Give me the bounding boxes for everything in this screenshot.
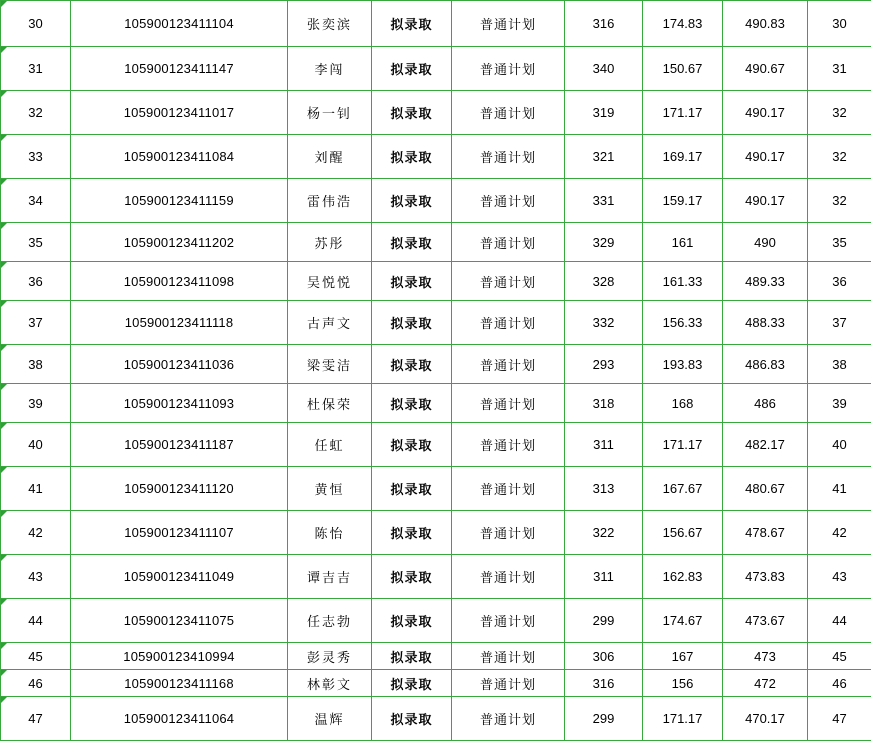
- cell-plan-type[interactable]: 普通计划: [452, 555, 565, 599]
- cell-admission-status[interactable]: 拟录取: [372, 345, 452, 384]
- cell-total-score[interactable]: 473.83: [723, 555, 808, 599]
- cell-initial-score[interactable]: 332: [565, 301, 643, 345]
- cell-comment-marker-icon: [1, 423, 7, 429]
- table-row: [1, 223, 871, 262]
- table-row: [1, 135, 871, 179]
- cell-admission-status[interactable]: 拟录取: [372, 599, 452, 643]
- cell-index[interactable]: 32: [1, 91, 71, 135]
- cell-admission-status[interactable]: 拟录取: [372, 467, 452, 511]
- cell-admission-status[interactable]: 拟录取: [372, 384, 452, 423]
- cell-comment-marker-icon: [1, 555, 7, 561]
- cell-comment-marker-icon: [1, 697, 7, 703]
- cell-rank[interactable]: 40: [808, 423, 871, 467]
- cell-index[interactable]: 36: [1, 262, 71, 301]
- cell-comment-marker-icon: [1, 511, 7, 517]
- cell-index[interactable]: 45: [1, 643, 71, 670]
- cell-plan-type[interactable]: 普通计划: [452, 697, 565, 741]
- cell-retest-score[interactable]: 171.17: [643, 91, 723, 135]
- cell-candidate-name[interactable]: 梁雯洁: [288, 345, 372, 384]
- table-row: [1, 467, 871, 511]
- table-row: [1, 384, 871, 423]
- cell-comment-marker-icon: [1, 262, 7, 268]
- cell-rank[interactable]: 43: [808, 555, 871, 599]
- cell-plan-type[interactable]: 普通计划: [452, 345, 565, 384]
- cell-initial-score[interactable]: 340: [565, 47, 643, 91]
- cell-rank[interactable]: 36: [808, 262, 871, 301]
- cell-candidate-number[interactable]: 105900123411147: [71, 47, 288, 91]
- cell-rank[interactable]: 32: [808, 179, 871, 223]
- cell-total-score[interactable]: 490.17: [723, 135, 808, 179]
- cell-comment-marker-icon: [1, 467, 7, 473]
- cell-initial-score[interactable]: 329: [565, 223, 643, 262]
- cell-retest-score[interactable]: 174.67: [643, 599, 723, 643]
- cell-index[interactable]: 41: [1, 467, 71, 511]
- table-row: [1, 262, 871, 301]
- cell-comment-marker-icon: [1, 301, 7, 307]
- cell-candidate-number[interactable]: 105900123411093: [71, 384, 288, 423]
- table-row: [1, 1, 871, 47]
- cell-comment-marker-icon: [1, 91, 7, 97]
- cell-total-score[interactable]: 489.33: [723, 262, 808, 301]
- cell-comment-marker-icon: [1, 670, 7, 676]
- cell-index[interactable]: 30: [1, 1, 71, 47]
- cell-initial-score[interactable]: 319: [565, 91, 643, 135]
- cell-candidate-number[interactable]: 105900123411202: [71, 223, 288, 262]
- table-row: [1, 511, 871, 555]
- cell-total-score[interactable]: 490.17: [723, 179, 808, 223]
- cell-index[interactable]: 35: [1, 223, 71, 262]
- cell-retest-score[interactable]: 169.17: [643, 135, 723, 179]
- cell-retest-score[interactable]: 161.33: [643, 262, 723, 301]
- cell-candidate-number[interactable]: 105900123411168: [71, 670, 288, 697]
- cell-rank[interactable]: 39: [808, 384, 871, 423]
- cell-rank[interactable]: 47: [808, 697, 871, 741]
- cell-total-score[interactable]: 490: [723, 223, 808, 262]
- cell-candidate-number[interactable]: 105900123411187: [71, 423, 288, 467]
- cell-candidate-name[interactable]: 林彰文: [288, 670, 372, 697]
- cell-candidate-number[interactable]: 105900123411075: [71, 599, 288, 643]
- cell-plan-type[interactable]: 普通计划: [452, 423, 565, 467]
- cell-plan-type[interactable]: 普通计划: [452, 91, 565, 135]
- cell-retest-score[interactable]: 156: [643, 670, 723, 697]
- cell-admission-status[interactable]: 拟录取: [372, 670, 452, 697]
- cell-candidate-number[interactable]: 105900123411104: [71, 1, 288, 47]
- cell-admission-status[interactable]: 拟录取: [372, 555, 452, 599]
- cell-total-score[interactable]: 473.67: [723, 599, 808, 643]
- cell-initial-score[interactable]: 299: [565, 599, 643, 643]
- cell-total-score[interactable]: 490.67: [723, 47, 808, 91]
- cell-plan-type[interactable]: 普通计划: [452, 179, 565, 223]
- table-row: [1, 301, 871, 345]
- cell-rank[interactable]: 45: [808, 643, 871, 670]
- cell-admission-status[interactable]: 拟录取: [372, 179, 452, 223]
- cell-plan-type[interactable]: 普通计划: [452, 47, 565, 91]
- cell-comment-marker-icon: [1, 179, 7, 185]
- cell-retest-score[interactable]: 162.83: [643, 555, 723, 599]
- cell-retest-score[interactable]: 156.67: [643, 511, 723, 555]
- cell-candidate-number[interactable]: 105900123411049: [71, 555, 288, 599]
- cell-initial-score[interactable]: 306: [565, 643, 643, 670]
- cell-candidate-name[interactable]: 苏彤: [288, 223, 372, 262]
- cell-initial-score[interactable]: 313: [565, 467, 643, 511]
- cell-rank[interactable]: 44: [808, 599, 871, 643]
- cell-candidate-name[interactable]: 李闯: [288, 47, 372, 91]
- table-row: [1, 599, 871, 643]
- cell-candidate-number[interactable]: 105900123411084: [71, 135, 288, 179]
- cell-candidate-number[interactable]: 105900123411036: [71, 345, 288, 384]
- cell-comment-marker-icon: [1, 643, 7, 649]
- cell-index[interactable]: 38: [1, 345, 71, 384]
- cell-total-score[interactable]: 473: [723, 643, 808, 670]
- table-row: [1, 91, 871, 135]
- cell-total-score[interactable]: 482.17: [723, 423, 808, 467]
- cell-initial-score[interactable]: 311: [565, 423, 643, 467]
- cell-comment-marker-icon: [1, 1, 7, 7]
- cell-retest-score[interactable]: 168: [643, 384, 723, 423]
- cell-plan-type[interactable]: 普通计划: [452, 223, 565, 262]
- cell-rank[interactable]: 31: [808, 47, 871, 91]
- cell-initial-score[interactable]: 328: [565, 262, 643, 301]
- cell-rank[interactable]: 42: [808, 511, 871, 555]
- cell-initial-score[interactable]: 316: [565, 670, 643, 697]
- cell-plan-type[interactable]: 普通计划: [452, 670, 565, 697]
- cell-admission-status[interactable]: 拟录取: [372, 47, 452, 91]
- cell-retest-score[interactable]: 171.17: [643, 697, 723, 741]
- cell-rank[interactable]: 38: [808, 345, 871, 384]
- cell-total-score[interactable]: 480.67: [723, 467, 808, 511]
- table-row: [1, 643, 871, 670]
- table-row: [1, 345, 871, 384]
- cell-comment-marker-icon: [1, 223, 7, 229]
- cell-total-score[interactable]: 478.67: [723, 511, 808, 555]
- cell-index[interactable]: 47: [1, 697, 71, 741]
- cell-plan-type[interactable]: 普通计划: [452, 135, 565, 179]
- cell-admission-status[interactable]: 拟录取: [372, 697, 452, 741]
- cell-initial-score[interactable]: 322: [565, 511, 643, 555]
- cell-retest-score[interactable]: 161: [643, 223, 723, 262]
- cell-rank[interactable]: 32: [808, 135, 871, 179]
- cell-candidate-number[interactable]: 105900123411098: [71, 262, 288, 301]
- cell-initial-score[interactable]: 311: [565, 555, 643, 599]
- cell-index[interactable]: 33: [1, 135, 71, 179]
- cell-candidate-name[interactable]: 任志勃: [288, 599, 372, 643]
- cell-candidate-name[interactable]: 温辉: [288, 697, 372, 741]
- cell-plan-type[interactable]: 普通计划: [452, 511, 565, 555]
- cell-candidate-number[interactable]: 105900123411120: [71, 467, 288, 511]
- cell-admission-status[interactable]: 拟录取: [372, 135, 452, 179]
- cell-total-score[interactable]: 488.33: [723, 301, 808, 345]
- cell-index[interactable]: 40: [1, 423, 71, 467]
- cell-total-score[interactable]: 490.17: [723, 91, 808, 135]
- cell-total-score[interactable]: 490.83: [723, 1, 808, 47]
- cell-index[interactable]: 37: [1, 301, 71, 345]
- table-row: [1, 697, 871, 741]
- cell-admission-status[interactable]: 拟录取: [372, 643, 452, 670]
- cell-total-score[interactable]: 472: [723, 670, 808, 697]
- cell-candidate-number[interactable]: 105900123411159: [71, 179, 288, 223]
- table-row: [1, 670, 871, 697]
- cell-comment-marker-icon: [1, 384, 7, 390]
- cell-plan-type[interactable]: 普通计划: [452, 301, 565, 345]
- cell-retest-score[interactable]: 193.83: [643, 345, 723, 384]
- cell-retest-score[interactable]: 150.67: [643, 47, 723, 91]
- cell-comment-marker-icon: [1, 47, 7, 53]
- cell-index[interactable]: 46: [1, 670, 71, 697]
- cell-rank[interactable]: 32: [808, 91, 871, 135]
- table-row: [1, 47, 871, 91]
- cell-rank[interactable]: 41: [808, 467, 871, 511]
- cell-retest-score[interactable]: 171.17: [643, 423, 723, 467]
- cell-initial-score[interactable]: 299: [565, 697, 643, 741]
- cell-rank[interactable]: 46: [808, 670, 871, 697]
- cell-admission-status[interactable]: 拟录取: [372, 223, 452, 262]
- cell-initial-score[interactable]: 331: [565, 179, 643, 223]
- cell-candidate-number[interactable]: 105900123411107: [71, 511, 288, 555]
- cell-plan-type[interactable]: 普通计划: [452, 467, 565, 511]
- cell-rank[interactable]: 37: [808, 301, 871, 345]
- cell-admission-status[interactable]: 拟录取: [372, 301, 452, 345]
- cell-plan-type[interactable]: 普通计划: [452, 643, 565, 670]
- cell-candidate-name[interactable]: 黄恒: [288, 467, 372, 511]
- cell-candidate-name[interactable]: 彭灵秀: [288, 643, 372, 670]
- cell-comment-marker-icon: [1, 135, 7, 141]
- cell-index[interactable]: 31: [1, 47, 71, 91]
- cell-plan-type[interactable]: 普通计划: [452, 384, 565, 423]
- cell-candidate-name[interactable]: 雷伟浩: [288, 179, 372, 223]
- cell-candidate-name[interactable]: 任虹: [288, 423, 372, 467]
- cell-initial-score[interactable]: 321: [565, 135, 643, 179]
- cell-initial-score[interactable]: 316: [565, 1, 643, 47]
- cell-comment-marker-icon: [1, 599, 7, 605]
- cell-initial-score[interactable]: 318: [565, 384, 643, 423]
- cell-total-score[interactable]: 486: [723, 384, 808, 423]
- cell-retest-score[interactable]: 167.67: [643, 467, 723, 511]
- table-row: [1, 179, 871, 223]
- cell-admission-status[interactable]: 拟录取: [372, 91, 452, 135]
- cell-comment-marker-icon: [1, 345, 7, 351]
- cell-index[interactable]: 34: [1, 179, 71, 223]
- cell-candidate-number[interactable]: 105900123410994: [71, 643, 288, 670]
- table-row: [1, 555, 871, 599]
- cell-admission-status[interactable]: 拟录取: [372, 262, 452, 301]
- cell-plan-type[interactable]: 普通计划: [452, 262, 565, 301]
- cell-admission-status[interactable]: 拟录取: [372, 423, 452, 467]
- cell-rank[interactable]: 30: [808, 1, 871, 47]
- table-body: [1, 1, 871, 741]
- cell-index[interactable]: 44: [1, 599, 71, 643]
- cell-retest-score[interactable]: 159.17: [643, 179, 723, 223]
- cell-initial-score[interactable]: 293: [565, 345, 643, 384]
- cell-retest-score[interactable]: 174.83: [643, 1, 723, 47]
- cell-admission-status[interactable]: 拟录取: [372, 511, 452, 555]
- cell-retest-score[interactable]: 167: [643, 643, 723, 670]
- cell-admission-status[interactable]: 拟录取: [372, 1, 452, 47]
- cell-index[interactable]: 39: [1, 384, 71, 423]
- cell-rank[interactable]: 35: [808, 223, 871, 262]
- cell-candidate-name[interactable]: 吴悦悦: [288, 262, 372, 301]
- cell-candidate-number[interactable]: 105900123411017: [71, 91, 288, 135]
- cell-candidate-name[interactable]: 杜保荣: [288, 384, 372, 423]
- cell-index[interactable]: 42: [1, 511, 71, 555]
- cell-candidate-name[interactable]: 古声文: [288, 301, 372, 345]
- cell-retest-score[interactable]: 156.33: [643, 301, 723, 345]
- cell-index[interactable]: 43: [1, 555, 71, 599]
- cell-candidate-number[interactable]: 105900123411118: [71, 301, 288, 345]
- cell-plan-type[interactable]: 普通计划: [452, 1, 565, 47]
- cell-candidate-name[interactable]: 杨一钊: [288, 91, 372, 135]
- cell-candidate-name[interactable]: 谭吉吉: [288, 555, 372, 599]
- cell-candidate-name[interactable]: 张奕滨: [288, 1, 372, 47]
- cell-candidate-number[interactable]: 105900123411064: [71, 697, 288, 741]
- table-row: [1, 423, 871, 467]
- cell-candidate-name[interactable]: 刘醒: [288, 135, 372, 179]
- cell-candidate-name[interactable]: 陈怡: [288, 511, 372, 555]
- cell-plan-type[interactable]: 普通计划: [452, 599, 565, 643]
- cell-total-score[interactable]: 470.17: [723, 697, 808, 741]
- cell-total-score[interactable]: 486.83: [723, 345, 808, 384]
